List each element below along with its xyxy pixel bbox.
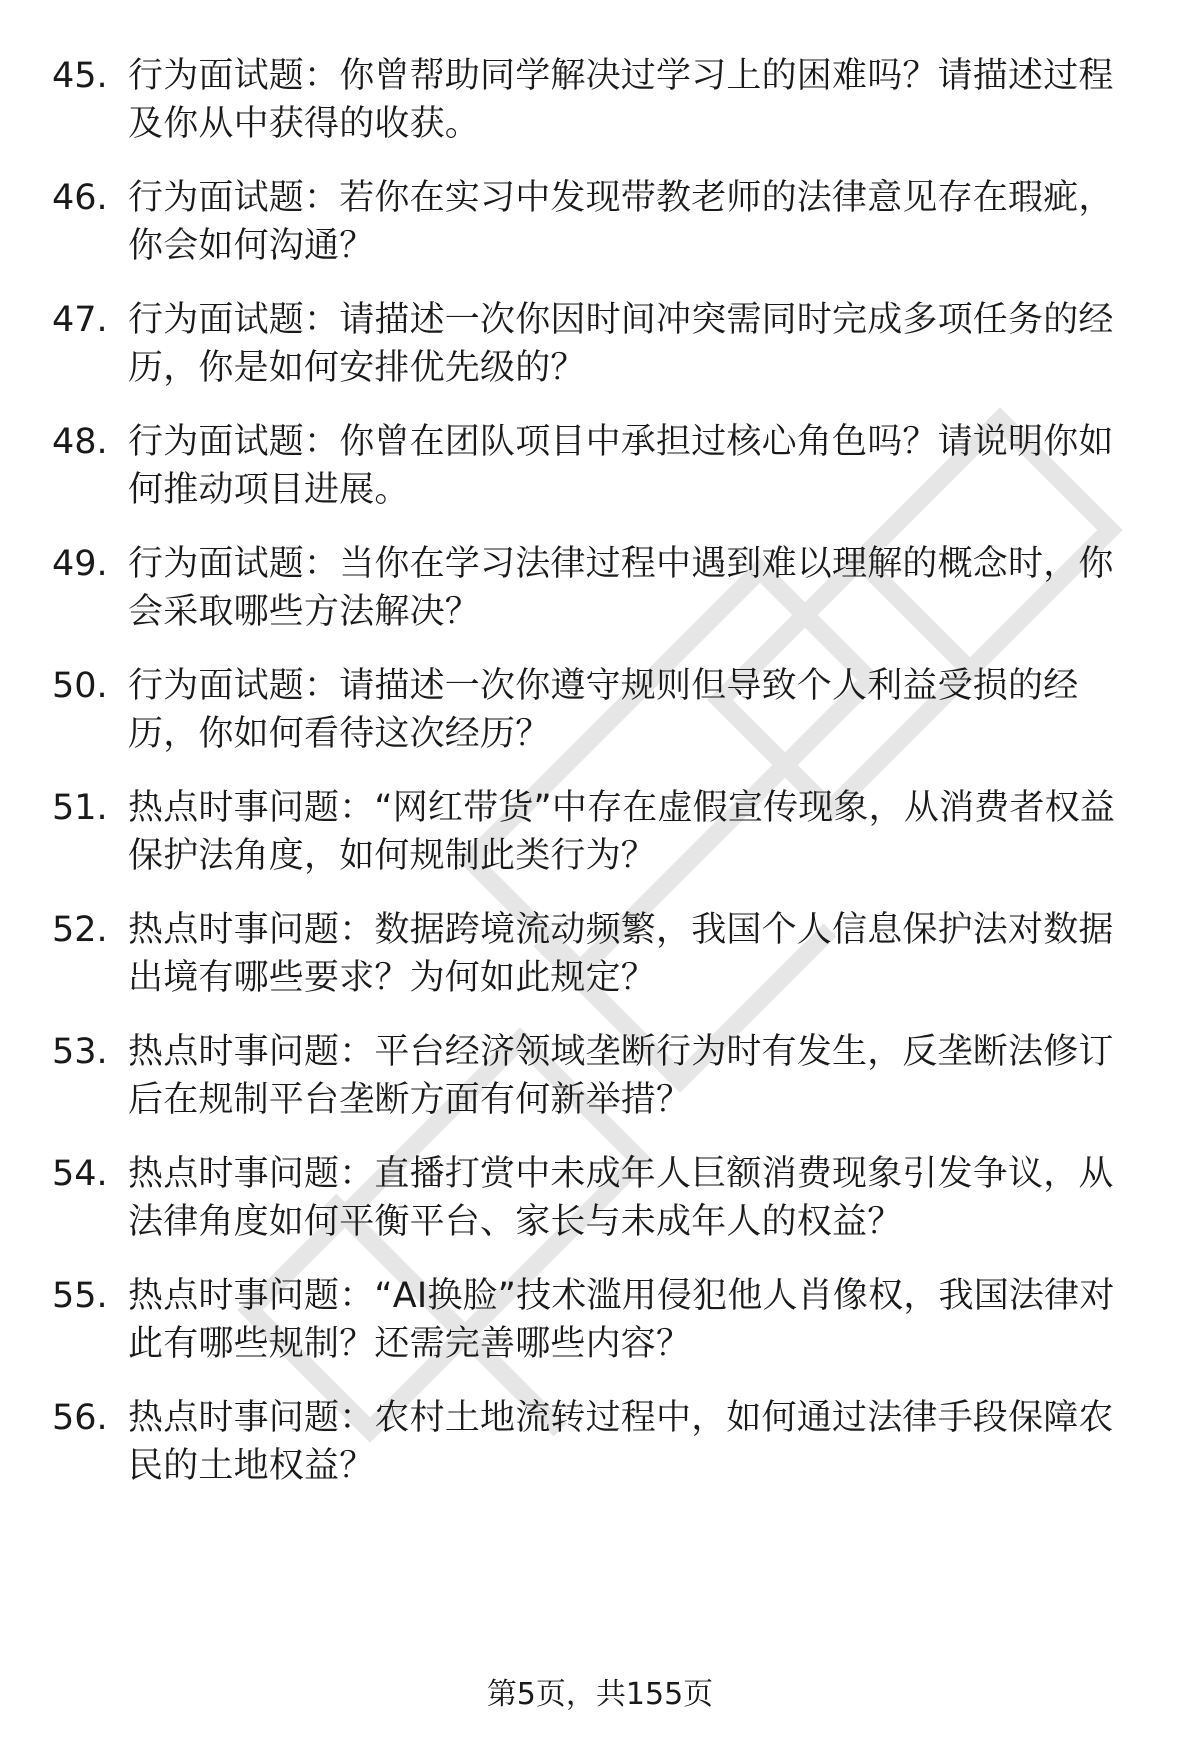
- list-item: [0, 906, 1200, 1028]
- list-item: [0, 1150, 1200, 1272]
- question-text: 热点时事问题：平台经济领域垄断行为时有发生，反垄断法修订后在规制平台垄断方面有何新举措？: [128, 1032, 1114, 1120]
- question-number: 52.: [52, 910, 108, 950]
- question-text: 热点时事问题：“网红带货”中存在虚假宣传现象，从消费者权益保护法角度，如何规制此类行为？: [128, 788, 1116, 876]
- question-number: 55.: [52, 1276, 108, 1316]
- list-item: [0, 540, 1200, 662]
- question-text: 行为面试题：请描述一次你遵守规则但导致个人利益受损的经历，你如何看待这次经历？: [128, 666, 1079, 754]
- question-text: 行为面试题：你曾在团队项目中承担过核心角色吗？请说明你如何推动项目进展。: [128, 422, 1114, 510]
- list-item: [0, 784, 1200, 906]
- question-number: 56.: [52, 1398, 108, 1438]
- list-item: [0, 1394, 1200, 1516]
- question-text: 热点时事问题：农村土地流转过程中，如何通过法律手段保障农民的土地权益？: [128, 1398, 1114, 1486]
- question-text: 热点时事问题：数据跨境流动频繁，我国个人信息保护法对数据出境有哪些要求？为何如此规定？: [128, 910, 1114, 998]
- question-number: 48.: [52, 422, 108, 462]
- list-item: [0, 1272, 1200, 1394]
- question-number: 49.: [52, 544, 108, 584]
- question-text: 行为面试题：若你在实习中发现带教老师的法律意见存在瑕疵，你会如何沟通？: [128, 178, 1114, 266]
- question-number: 47.: [52, 300, 108, 340]
- question-text: 热点时事问题：“AI换脸”技术滥用侵犯他人肖像权，我国法律对此有哪些规制？还需完善哪些内容？: [128, 1276, 1115, 1364]
- page-footer: 第5页，共155页: [486, 1677, 714, 1712]
- list-item: [0, 418, 1200, 540]
- question-number: 54.: [52, 1154, 108, 1194]
- list-item: [0, 296, 1200, 418]
- question-text: 行为面试题：请描述一次你因时间冲突需同时完成多项任务的经历，你是如何安排优先级的？: [128, 300, 1114, 388]
- question-number: 45.: [52, 56, 108, 96]
- list-item: [0, 174, 1200, 296]
- list-item: [0, 1028, 1200, 1150]
- question-text: 热点时事问题：直播打赏中未成年人巨额消费现象引发争议，从法律角度如何平衡平台、家长与未成年人的权益？: [128, 1154, 1114, 1242]
- question-number: 53.: [52, 1032, 108, 1072]
- question-number: 50.: [52, 666, 108, 706]
- question-number: 51.: [52, 788, 108, 828]
- list-item: [0, 662, 1200, 784]
- question-number: 46.: [52, 178, 108, 218]
- list-item: [0, 52, 1200, 174]
- question-list: [0, 52, 1200, 1516]
- question-text: 行为面试题：你曾帮助同学解决过学习上的困难吗？请描述过程及你从中获得的收获。: [128, 56, 1114, 144]
- question-text: 行为面试题：当你在学习法律过程中遇到难以理解的概念时，你会采取哪些方法解决？: [128, 544, 1114, 632]
